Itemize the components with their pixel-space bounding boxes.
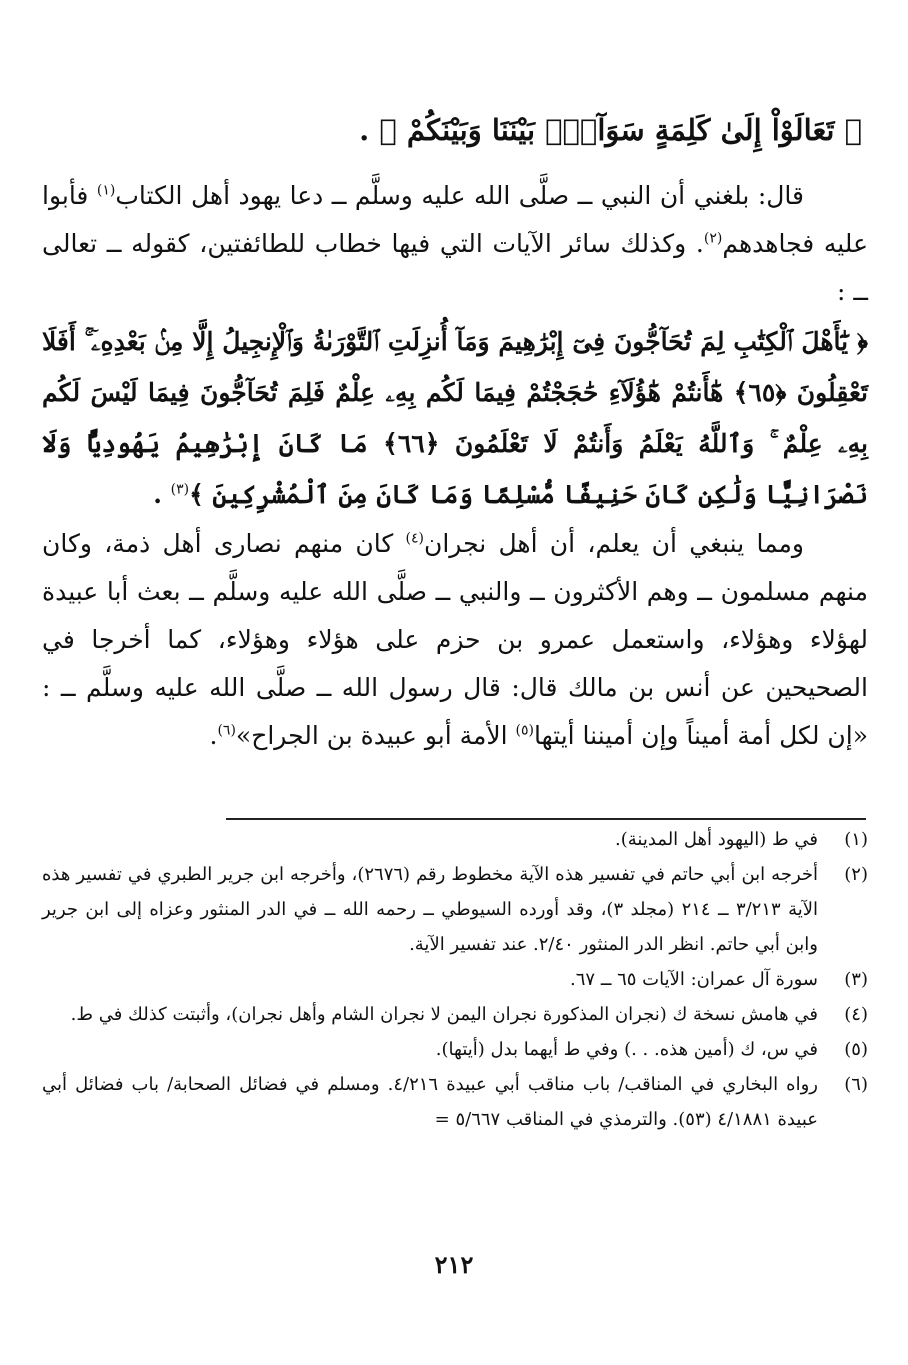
paragraph-2-text-c: الأمة أبو عبيدة بن الجراح» [235,721,516,750]
footnote-number: (٤) [844,1004,868,1025]
footnote-number: (١) [844,829,868,850]
footnote-ref-4[interactable]: (٤) [405,530,424,547]
paragraph-2-end: . [209,721,218,750]
footnote-text: سورة آل عمران: الآيات ٦٥ ــ ٦٧. [570,969,818,990]
footnote-1 [42,822,868,857]
footnote-number: (٥) [844,1039,868,1060]
footnote-text: رواه البخاري في المناقب/ باب مناقب أبي عبيدة ٤/٢١٦. ومسلم في فضائل الصحابة/ باب فضائل أبي عبيدة ٤/١٨٨١ (٥٣). والترمذي في المناقب ٥/٦٦٧ = [42,1074,818,1130]
footnote-4 [42,997,868,1032]
footnote-ref-6[interactable]: (٦) [217,722,236,739]
footnote-ref-5[interactable]: (٥) [515,722,535,739]
main-text [42,108,868,760]
footnote-text: في س، ك (أمين هذه. . .) وفي ط أيهما بدل (أيتها). [435,1039,818,1060]
footnote-ref-3[interactable]: (٣) [170,481,190,498]
paragraph-1-text-b: فأبوا عليه فجاهدهم [42,181,868,258]
footnotes [42,822,868,1137]
paragraph-2 [42,520,868,760]
footnote-5 [42,1032,868,1067]
footnote-ref-2[interactable]: (٢) [703,230,723,247]
footnote-text: في هامش نسخة ك (نجران المذكورة نجران اليمن لا نجران الشام وأهل نجران)، وأثبتت كذلك في ط. [70,1004,818,1025]
footnote-divider [226,818,866,820]
footnote-text: في ط (اليهود أهل المدينة). [615,829,818,850]
footnote-number: (٣) [844,969,868,990]
paragraph-2-text-a: ومما ينبغي أن يعلم، أن أهل نجران [424,529,804,558]
footnote-text: أخرجه ابن أبي حاتم في تفسير هذه الآية مخطوط رقم (٢٦٧٦)، وأخرجه ابن جرير الطبري في تفسير هذه الآية ٣/٢١٣ ــ ٢١٤ (مجلد ٣)، وقد أورده السيوطي ــ رحمه الله ــ في الدر المنثور وعزاه إلى ابن جرير وابن أبي حاتم. انظر الدر المنثور ٢/٤٠. عند تفسير الآية. [42,864,819,955]
footnote-ref-1[interactable]: (١) [96,182,116,199]
quran-passage [42,316,868,520]
paragraph-1-text-a: قال: بلغني أن النبي ــ صلَّى الله عليه وسلَّم ــ دعا يهود أهل الكتاب [115,181,804,210]
paragraph-2-text-b: كان منهم نصارى أهل ذمة، وكان منهم مسلمون ــ وهم الأكثرون ــ والنبي ــ صلَّى الله عليه وسلَّم ــ بعث أبا عبيدة لهؤلاء وهؤلاء، واستعمل عمرو بن حزم على هؤلاء وهؤلاء، كما أخرجا في الصحيحين عن أنس بن مالك قال: قال رسول الله ــ صلَّى الله عليه وسلَّم ــ : «إن لكل أمة أميناً وإن أميننا أيتها [42,529,868,750]
paragraph-1 [42,172,868,316]
footnote-6 [42,1067,868,1137]
paragraph-1-text-c: . وكذلك سائر الآيات التي فيها خطاب للطائفتين، كقوله ــ تعالى ــ : [42,229,868,306]
footnote-number: (٦) [844,1074,868,1095]
footnote-2 [42,857,868,962]
footnote-number: (٢) [844,864,868,885]
footnote-3 [42,962,868,997]
page-number: ٢١٢ [434,1250,474,1279]
quran-end: . [153,480,171,509]
quran-text: ﴿ يَٰٓأَهْلَ ٱلْكِتَٰبِ لِمَ تُحَآجُّونَ فِىٓ إِبْرَٰهِيمَ وَمَآ أُنزِلَتِ ٱلتَّوْرَىٰةُ وَٱلْإِنجِيلُ إِلَّا مِنۢ بَعْدِهِۦٓ ۚ أَفَلَا تَعْقِلُونَ ﴿٦٥﴾ هَٰٓأَنتُمْ هَٰٓؤُلَآءِ حَٰجَجْتُمْ فِيمَا لَكُم بِهِۦ عِلْمٌ فَلِمَ تُحَآجُّونَ فِيمَا لَيْسَ لَكُم بِهِۦ عِلْمٌ ۚ وَٱللَّهُ يَعْلَمُ وَأَنتُمْ لَا تَعْلَمُونَ ﴿٦٦﴾ مَا كَانَ إِبْرَٰهِيمُ يَهُودِيًّا وَلَا نَصْرَانِيًّا وَلَٰكِن كَانَ حَنِيفًا مُّسْلِمًا وَمَا كَانَ مِنَ ٱلْمُشْرِكِينَ ﴾ [42,327,868,509]
heading-verse: ﴿ تَعَالَوْاْ إِلَىٰ كَلِمَةٍ سَوَآءِۭ بَيْنَنَا وَبَيْنَكُمْ ﴾ . [359,113,862,147]
